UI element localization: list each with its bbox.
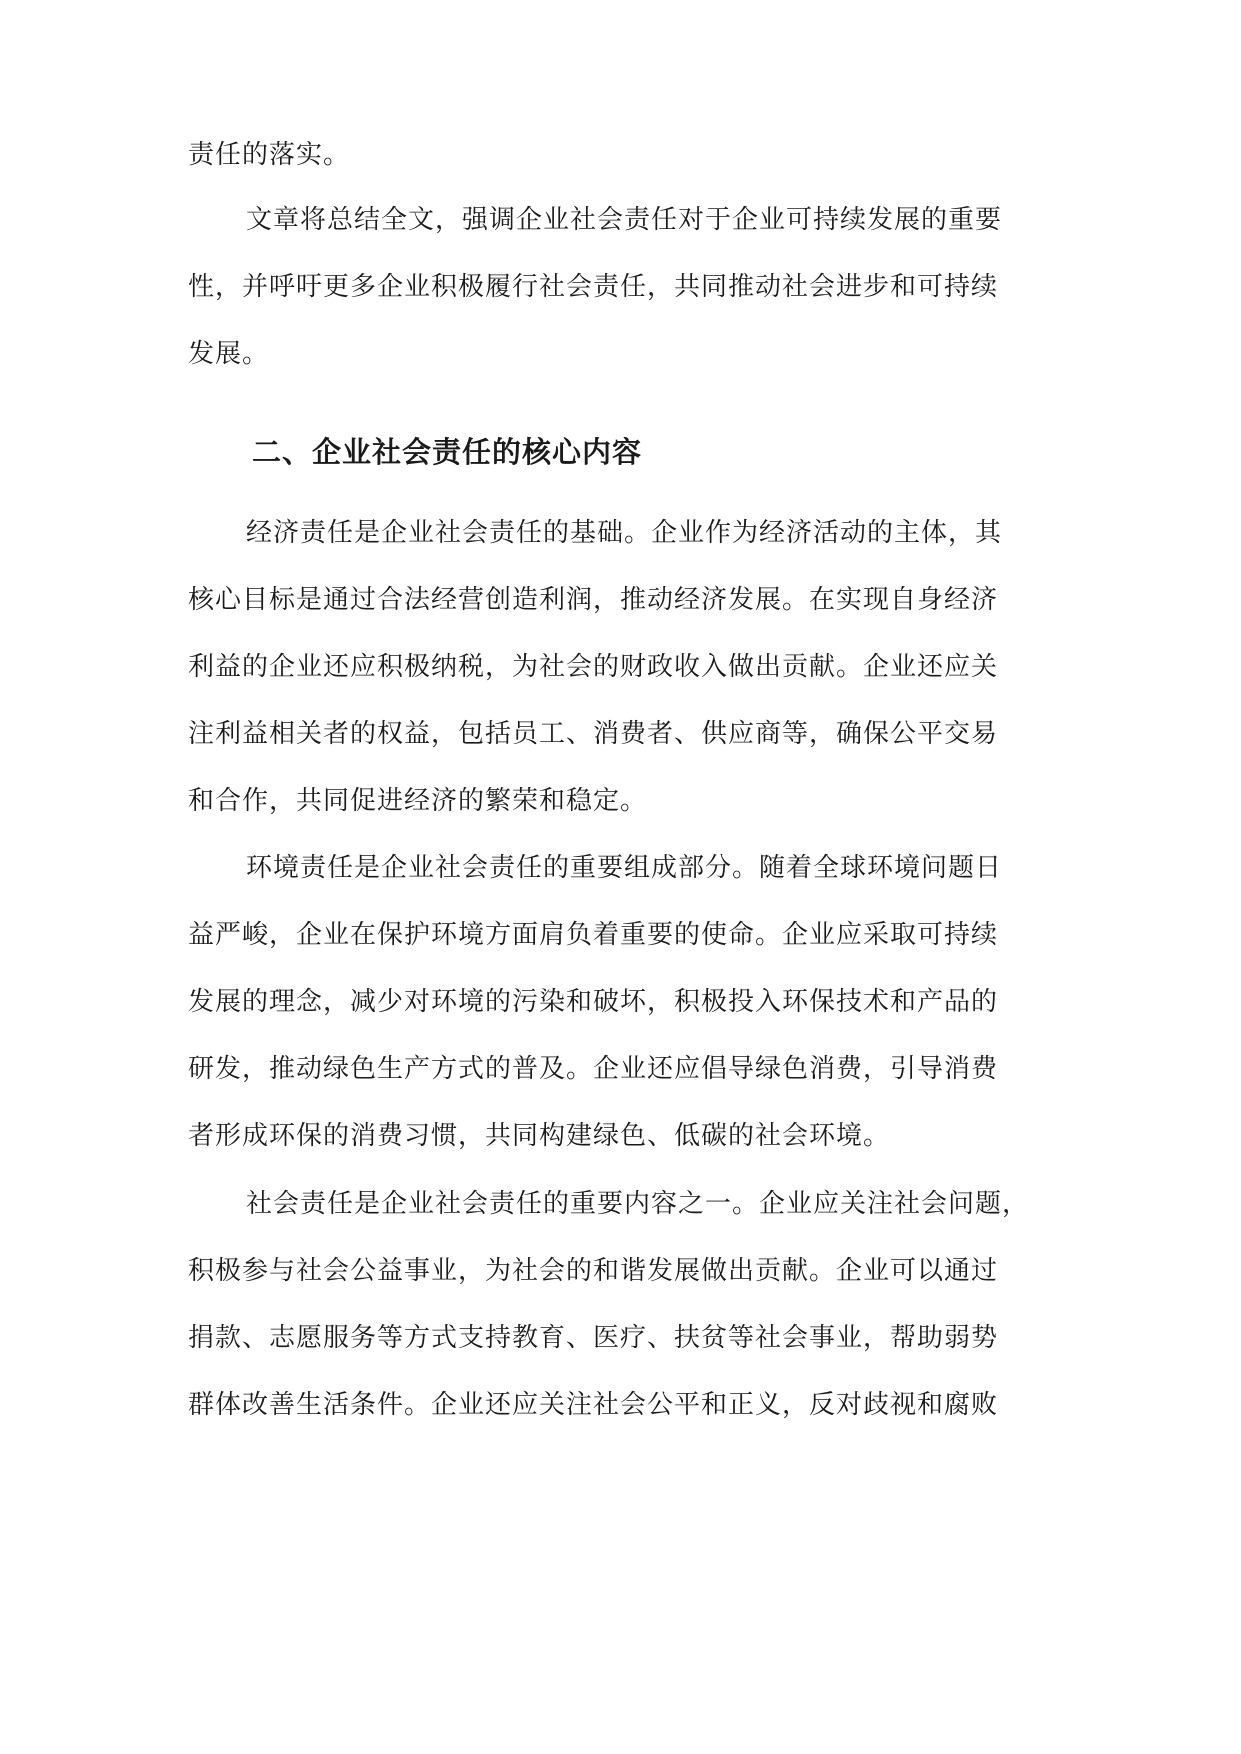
social-paragraph-line-2: 积极参与社会公益事业，为社会的和谐发展做出贡献。企业可以通过: [188, 1256, 999, 1286]
section-heading: 二、企业社会责任的核心内容: [252, 435, 643, 469]
economic-paragraph-line-4: 注利益相关者的权益，包括员工、消费者、供应商等，确保公平交易: [188, 719, 999, 749]
environmental-paragraph-line-1: 环境责任是企业社会责任的重要组成部分。随着全球环境问题日: [246, 853, 1003, 883]
economic-paragraph-line-1: 经济责任是企业社会责任的基础。企业作为经济活动的主体，其: [246, 518, 1003, 548]
environmental-paragraph-line-5: 者形成环保的消费习惯，共同构建绿色、低碳的社会环境。: [188, 1121, 891, 1151]
economic-paragraph-line-2: 核心目标是通过合法经营创造利润，推动经济发展。在实现自身经济: [188, 585, 999, 615]
environmental-paragraph-line-3: 发展的理念，减少对环境的污染和破坏，积极投入环保技术和产品的: [188, 987, 999, 1017]
intro-paragraph-1-line-1: 责任的落实。: [188, 140, 351, 170]
intro-paragraph-2-line-3: 发展。: [188, 339, 270, 369]
intro-paragraph-2-line-2: 性，并呼吁更多企业积极履行社会责任，共同推动社会进步和可持续: [188, 272, 999, 302]
environmental-paragraph-line-4: 研发，推动绿色生产方式的普及。企业还应倡导绿色消费，引导消费: [188, 1054, 999, 1084]
social-paragraph-line-4: 群体改善生活条件。企业还应关注社会公平和正义，反对歧视和腐败: [188, 1390, 999, 1420]
intro-paragraph-2-line-1: 文章将总结全文，强调企业社会责任对于企业可持续发展的重要: [246, 205, 1003, 235]
social-paragraph-line-1: 社会责任是企业社会责任的重要内容之一。企业应关注社会问题，: [246, 1189, 1030, 1219]
economic-paragraph-line-3: 利益的企业还应积极纳税，为社会的财政收入做出贡献。企业还应关: [188, 652, 999, 682]
environmental-paragraph-line-2: 益严峻，企业在保护环境方面肩负着重要的使命。企业应采取可持续: [188, 920, 999, 950]
economic-paragraph-line-5: 和合作，共同促进经济的繁荣和稳定。: [188, 786, 648, 816]
social-paragraph-line-3: 捐款、志愿服务等方式支持教育、医疗、扶贫等社会事业，帮助弱势: [188, 1323, 999, 1353]
